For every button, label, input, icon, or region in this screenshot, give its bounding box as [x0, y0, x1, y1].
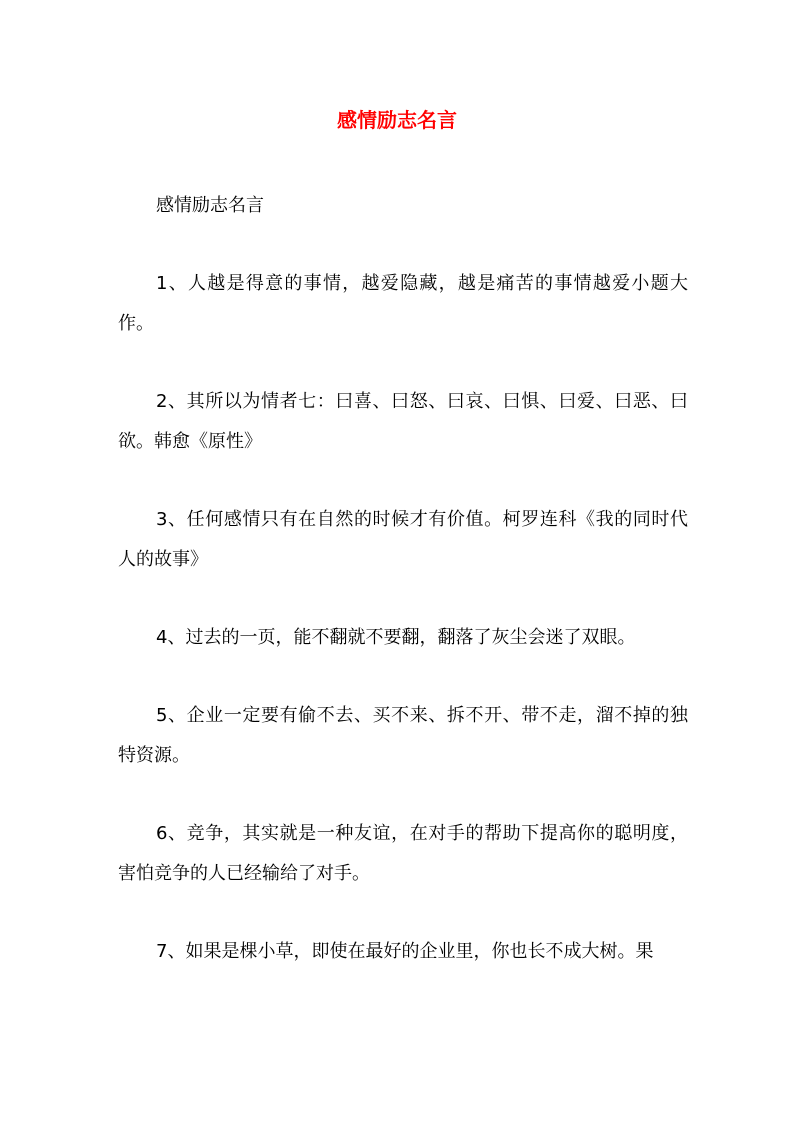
quote-item: 2、其所以为情者七：曰喜、曰怒、曰哀、曰惧、曰爱、曰恶、曰欲。韩愈《原性》 — [118, 391, 688, 452]
quote-item: 7、如果是棵小草，即使在最好的企业里，你也长不成大树。果 — [156, 941, 654, 962]
quote-item: 4、过去的一页，能不翻就不要翻，翻落了灰尘会迷了双眼。 — [156, 627, 636, 648]
quote-item: 1、人越是得意的事情，越爱隐藏，越是痛苦的事情越爱小题大作。 — [118, 273, 688, 334]
quote-item: 6、竞争，其实就是一种友谊，在对手的帮助下提高你的聪明度，害怕竞争的人已经输给了对手。 — [118, 823, 688, 884]
document-subtitle: 感情励志名言 — [156, 195, 264, 216]
document-title: 感情励志名言 — [337, 108, 457, 132]
quote-item: 5、企业一定要有偷不去、买不来、拆不开、带不走，溜不掉的独特资源。 — [118, 705, 688, 766]
quote-item: 3、任何感情只有在自然的时候才有价值。柯罗连科《我的同时代人的故事》 — [118, 509, 688, 570]
document-body — [118, 186, 688, 1010]
